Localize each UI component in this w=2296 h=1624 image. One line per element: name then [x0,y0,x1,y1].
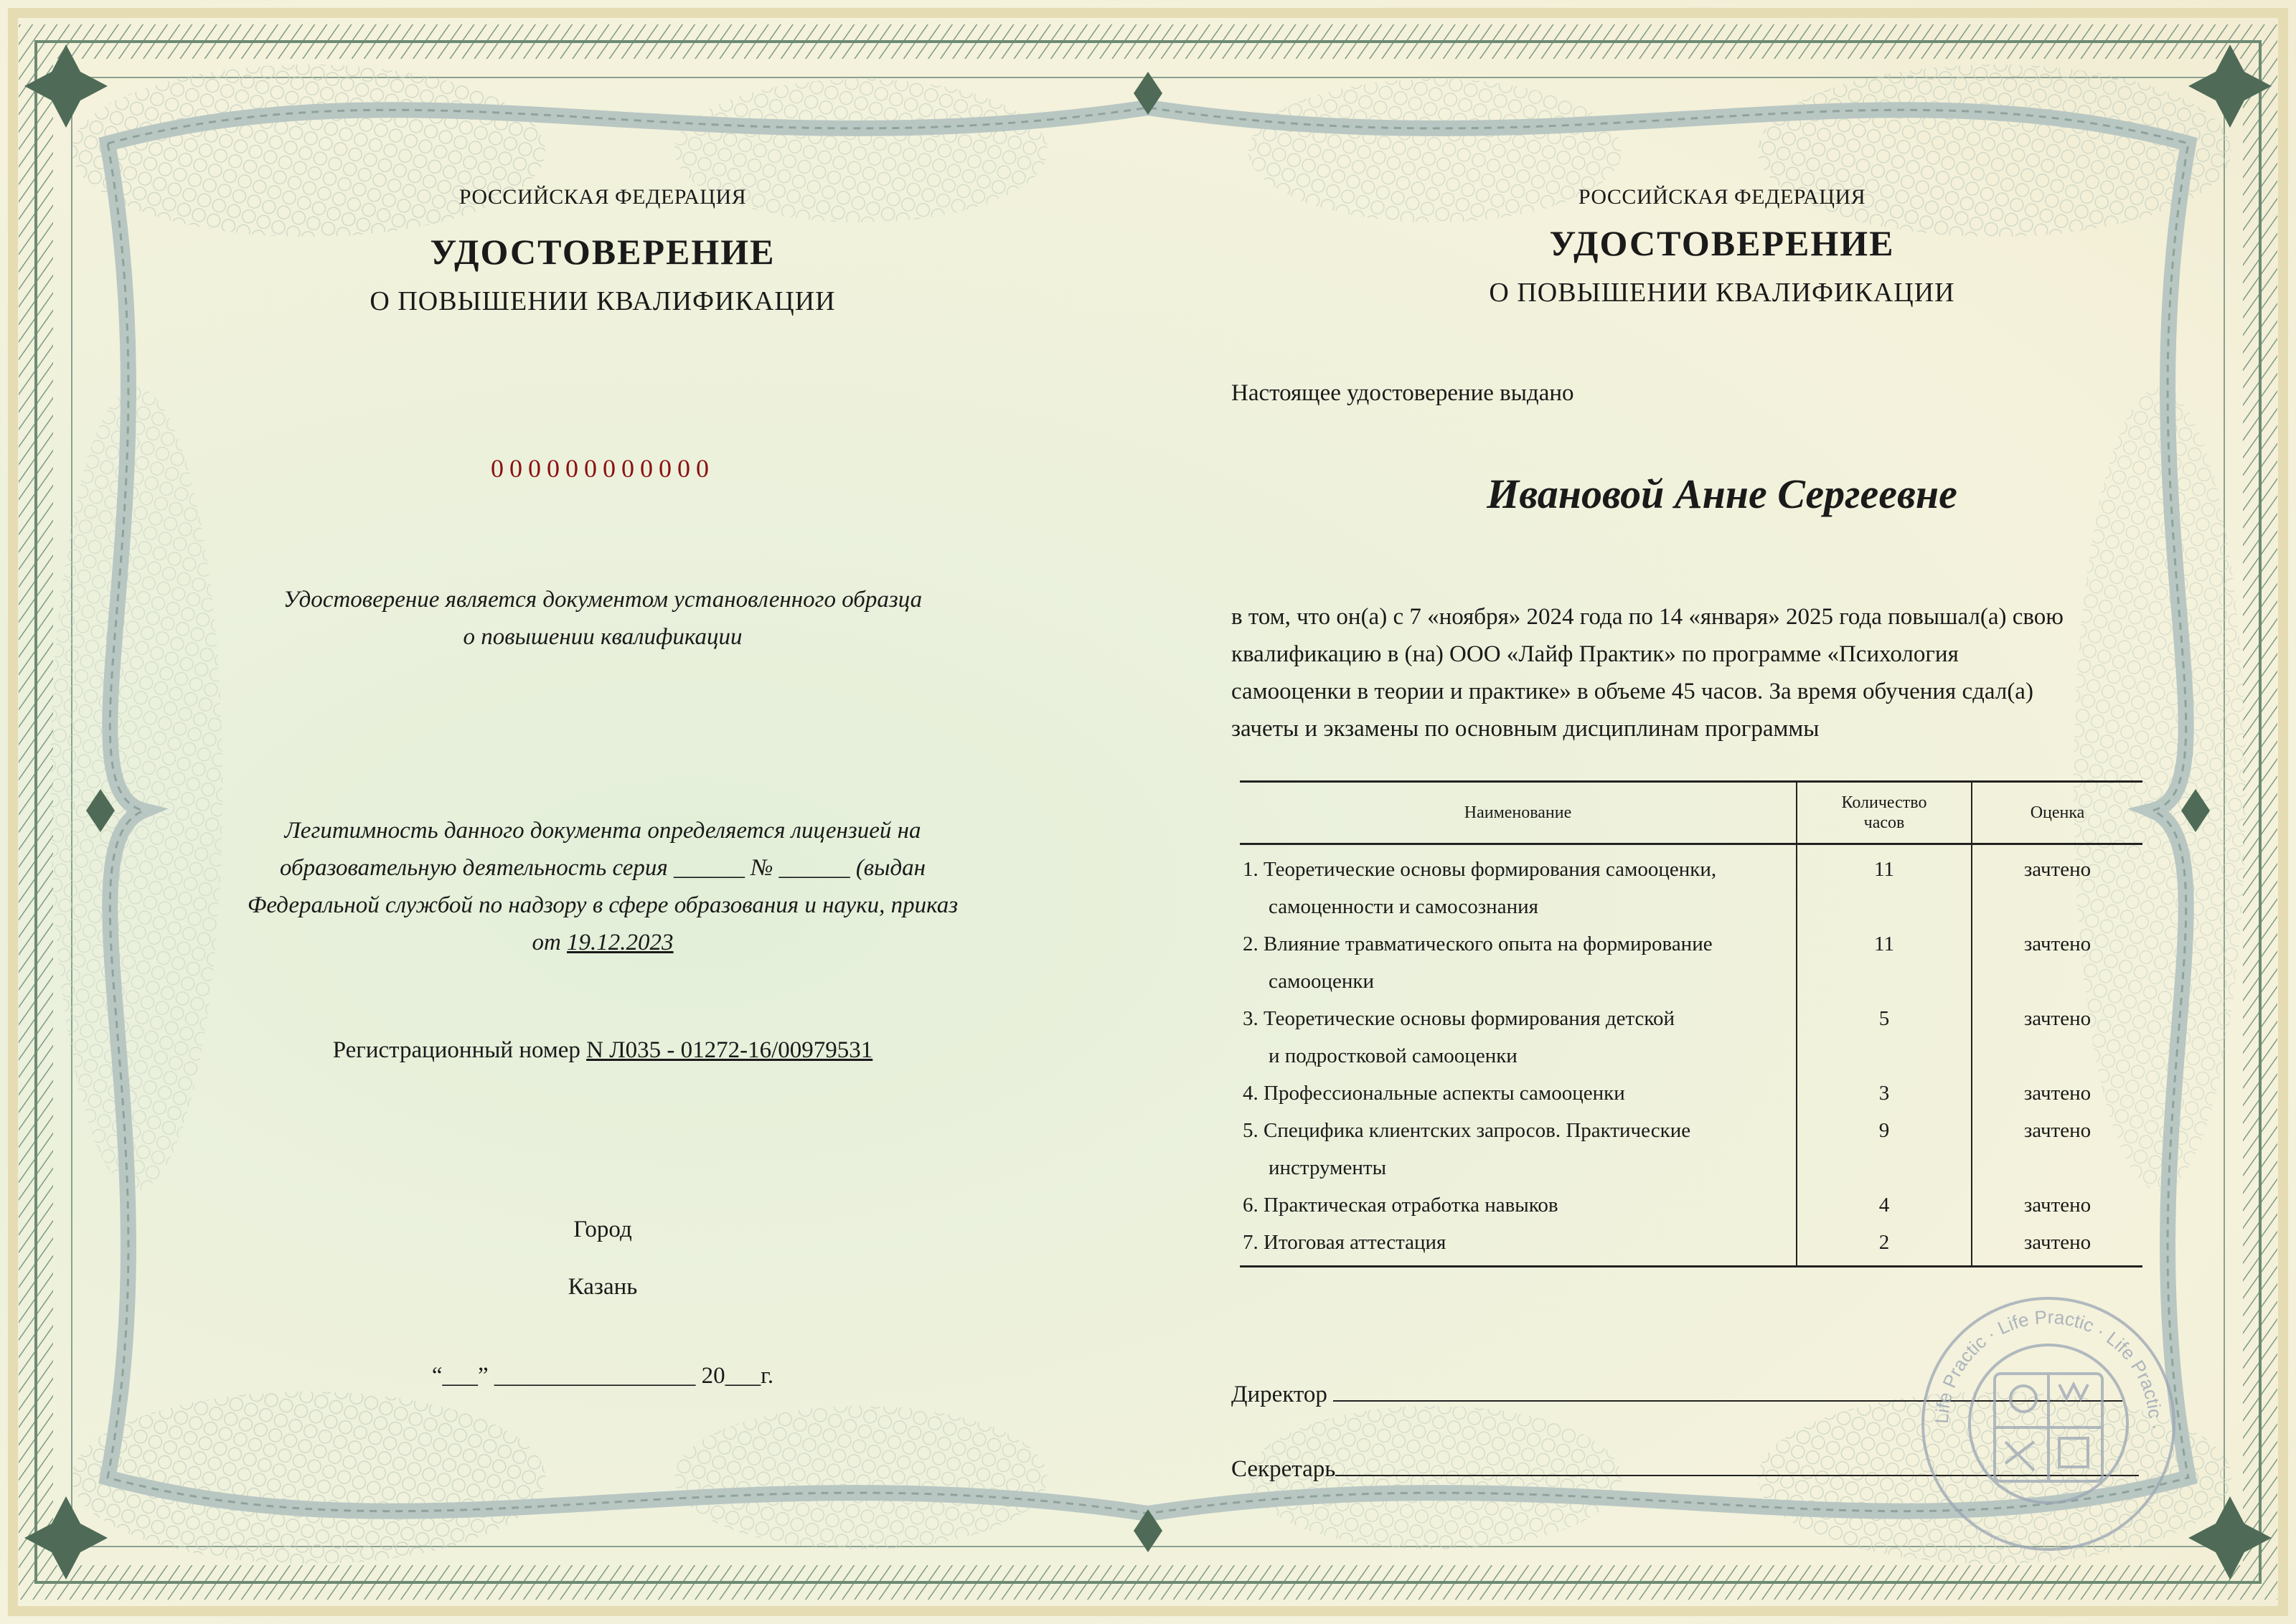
right-title: УДОСТОВЕРЕНИЕ [1549,223,1895,263]
stamp-text: Life Practic · Life Practic · Life Practic · [1930,1306,2167,1431]
discipline-name-line-2: самооценки [1269,970,1374,993]
license-line-2: образовательную деятельность серия ______ № ______ (выдан [279,855,926,881]
table-header-row [1240,782,2142,844]
discipline-name-line-2: самоценности и самосознания [1269,895,1538,918]
discipline-hours: 2 [1797,1224,1972,1267]
issued-to-label: Настоящее удостоверение выдано [1231,380,1574,406]
registration-number: N Л035 - 01272-16/00979531 [586,1037,873,1063]
body-line-3: самооценки в теории и практике» в объеме 45 часов. За время обучения сдал(а) [1231,679,2033,704]
discipline-hours: 5 [1797,1000,1972,1075]
license-line-1: Легитимность данного документа определяется лицензией на [284,818,921,844]
discipline-name [1240,844,1797,926]
discipline-name [1240,1000,1797,1075]
doc-note-line-2: о повышении квалификации [463,624,743,650]
discipline-name-line-1: 6. Практическая отработка навыков [1243,1194,1558,1217]
col-header-name: Наименование [1240,782,1797,844]
discipline-grade: зачтено [1972,925,2142,1000]
table-row [1240,1112,2142,1186]
discipline-name [1240,1075,1797,1112]
city-label: Город [573,1217,632,1242]
table-row [1240,844,2142,926]
discipline-grade: зачтено [1972,1112,2142,1186]
city-name: Казань [568,1274,638,1300]
body-line-2: квалификацию в (на) ООО «Лайф Практик» по программе «Психология [1231,641,1959,667]
discipline-name-line-1: 4. Профессиональные аспекты самооценки [1243,1082,1625,1105]
discipline-name [1240,925,1797,1000]
right-subtitle: О ПОВЫШЕНИИ КВАЛИФИКАЦИИ [1489,278,1955,308]
discipline-grade: зачтено [1972,1075,2142,1112]
organization-stamp [1916,1291,2181,1557]
discipline-name-line-1: 5. Специфика клиентских запросов. Практические [1243,1119,1691,1142]
table-body [1240,844,2142,1267]
discipline-hours: 4 [1797,1186,1972,1224]
registration-label: Регистрационный номер [332,1037,587,1063]
license-date-prefix: от [532,930,568,955]
left-subtitle: О ПОВЫШЕНИИ КВАЛИФИКАЦИИ [370,286,836,316]
table-row [1240,1224,2142,1267]
discipline-hours: 11 [1797,925,1972,1000]
right-country: РОССИЙСКАЯ ФЕДЕРАЦИЯ [1578,185,1866,209]
discipline-name-line-2: инструменты [1269,1156,1387,1179]
discipline-grade: зачтено [1972,1000,2142,1075]
discipline-hours: 3 [1797,1075,1972,1112]
discipline-grade: зачтено [1972,844,2142,926]
discipline-name [1240,1186,1797,1224]
discipline-name [1240,1224,1797,1267]
table-row [1240,925,2142,1000]
license-line-4 [0,924,1205,961]
discipline-name-line-1: 3. Теоретические основы формирования детской [1243,1007,1675,1030]
discipline-name-line-1: 7. Итоговая аттестация [1243,1231,1446,1254]
director-label: Директор [1231,1382,1327,1407]
body-line-4: зачеты и экзамены по основным дисциплинам программы [1231,716,1820,742]
discipline-name [1240,1112,1797,1186]
left-title: УДОСТОВЕРЕНИЕ [430,232,776,272]
license-date: 19.12.2023 [567,930,674,955]
col-header-hours: Количество часов [1797,782,1972,844]
discipline-hours: 11 [1797,844,1972,926]
issue-date-line: “___” _________________ 20___г. [431,1363,774,1389]
table-row [1240,1186,2142,1224]
discipline-grade: зачтено [1972,1186,2142,1224]
serial-number: 000000000000 [491,454,715,483]
table-row [1240,1000,2142,1075]
license-line-3: Федеральной службой по надзору в сфере образования и науки, приказ [247,892,959,918]
body-line-1: в том, что он(а) с 7 «ноября» 2024 года по 14 «января» 2025 года повышал(а) свою [1231,604,2064,630]
recipient-name: Ивановой Анне Сергеевне [1487,471,1957,517]
col-header-grade: Оценка [1972,782,2142,844]
discipline-hours: 9 [1797,1112,1972,1186]
discipline-name-line-1: 1. Теоретические основы формирования самооценки, [1243,858,1717,881]
discipline-name-line-2: и подростковой самооценки [1269,1044,1518,1067]
disciplines-table [1240,780,2142,1267]
doc-note-line-1: Удостоверение является документом установленного образца [283,587,923,613]
table-row [1240,1075,2142,1112]
discipline-grade: зачтено [1972,1224,2142,1267]
registration-number-row [0,1031,1205,1069]
left-country: РОССИЙСКАЯ ФЕДЕРАЦИЯ [458,185,747,209]
secretary-label: Секретарь [1231,1456,1336,1482]
discipline-name-line-1: 2. Влияние травматического опыта на формирование [1243,933,1713,955]
